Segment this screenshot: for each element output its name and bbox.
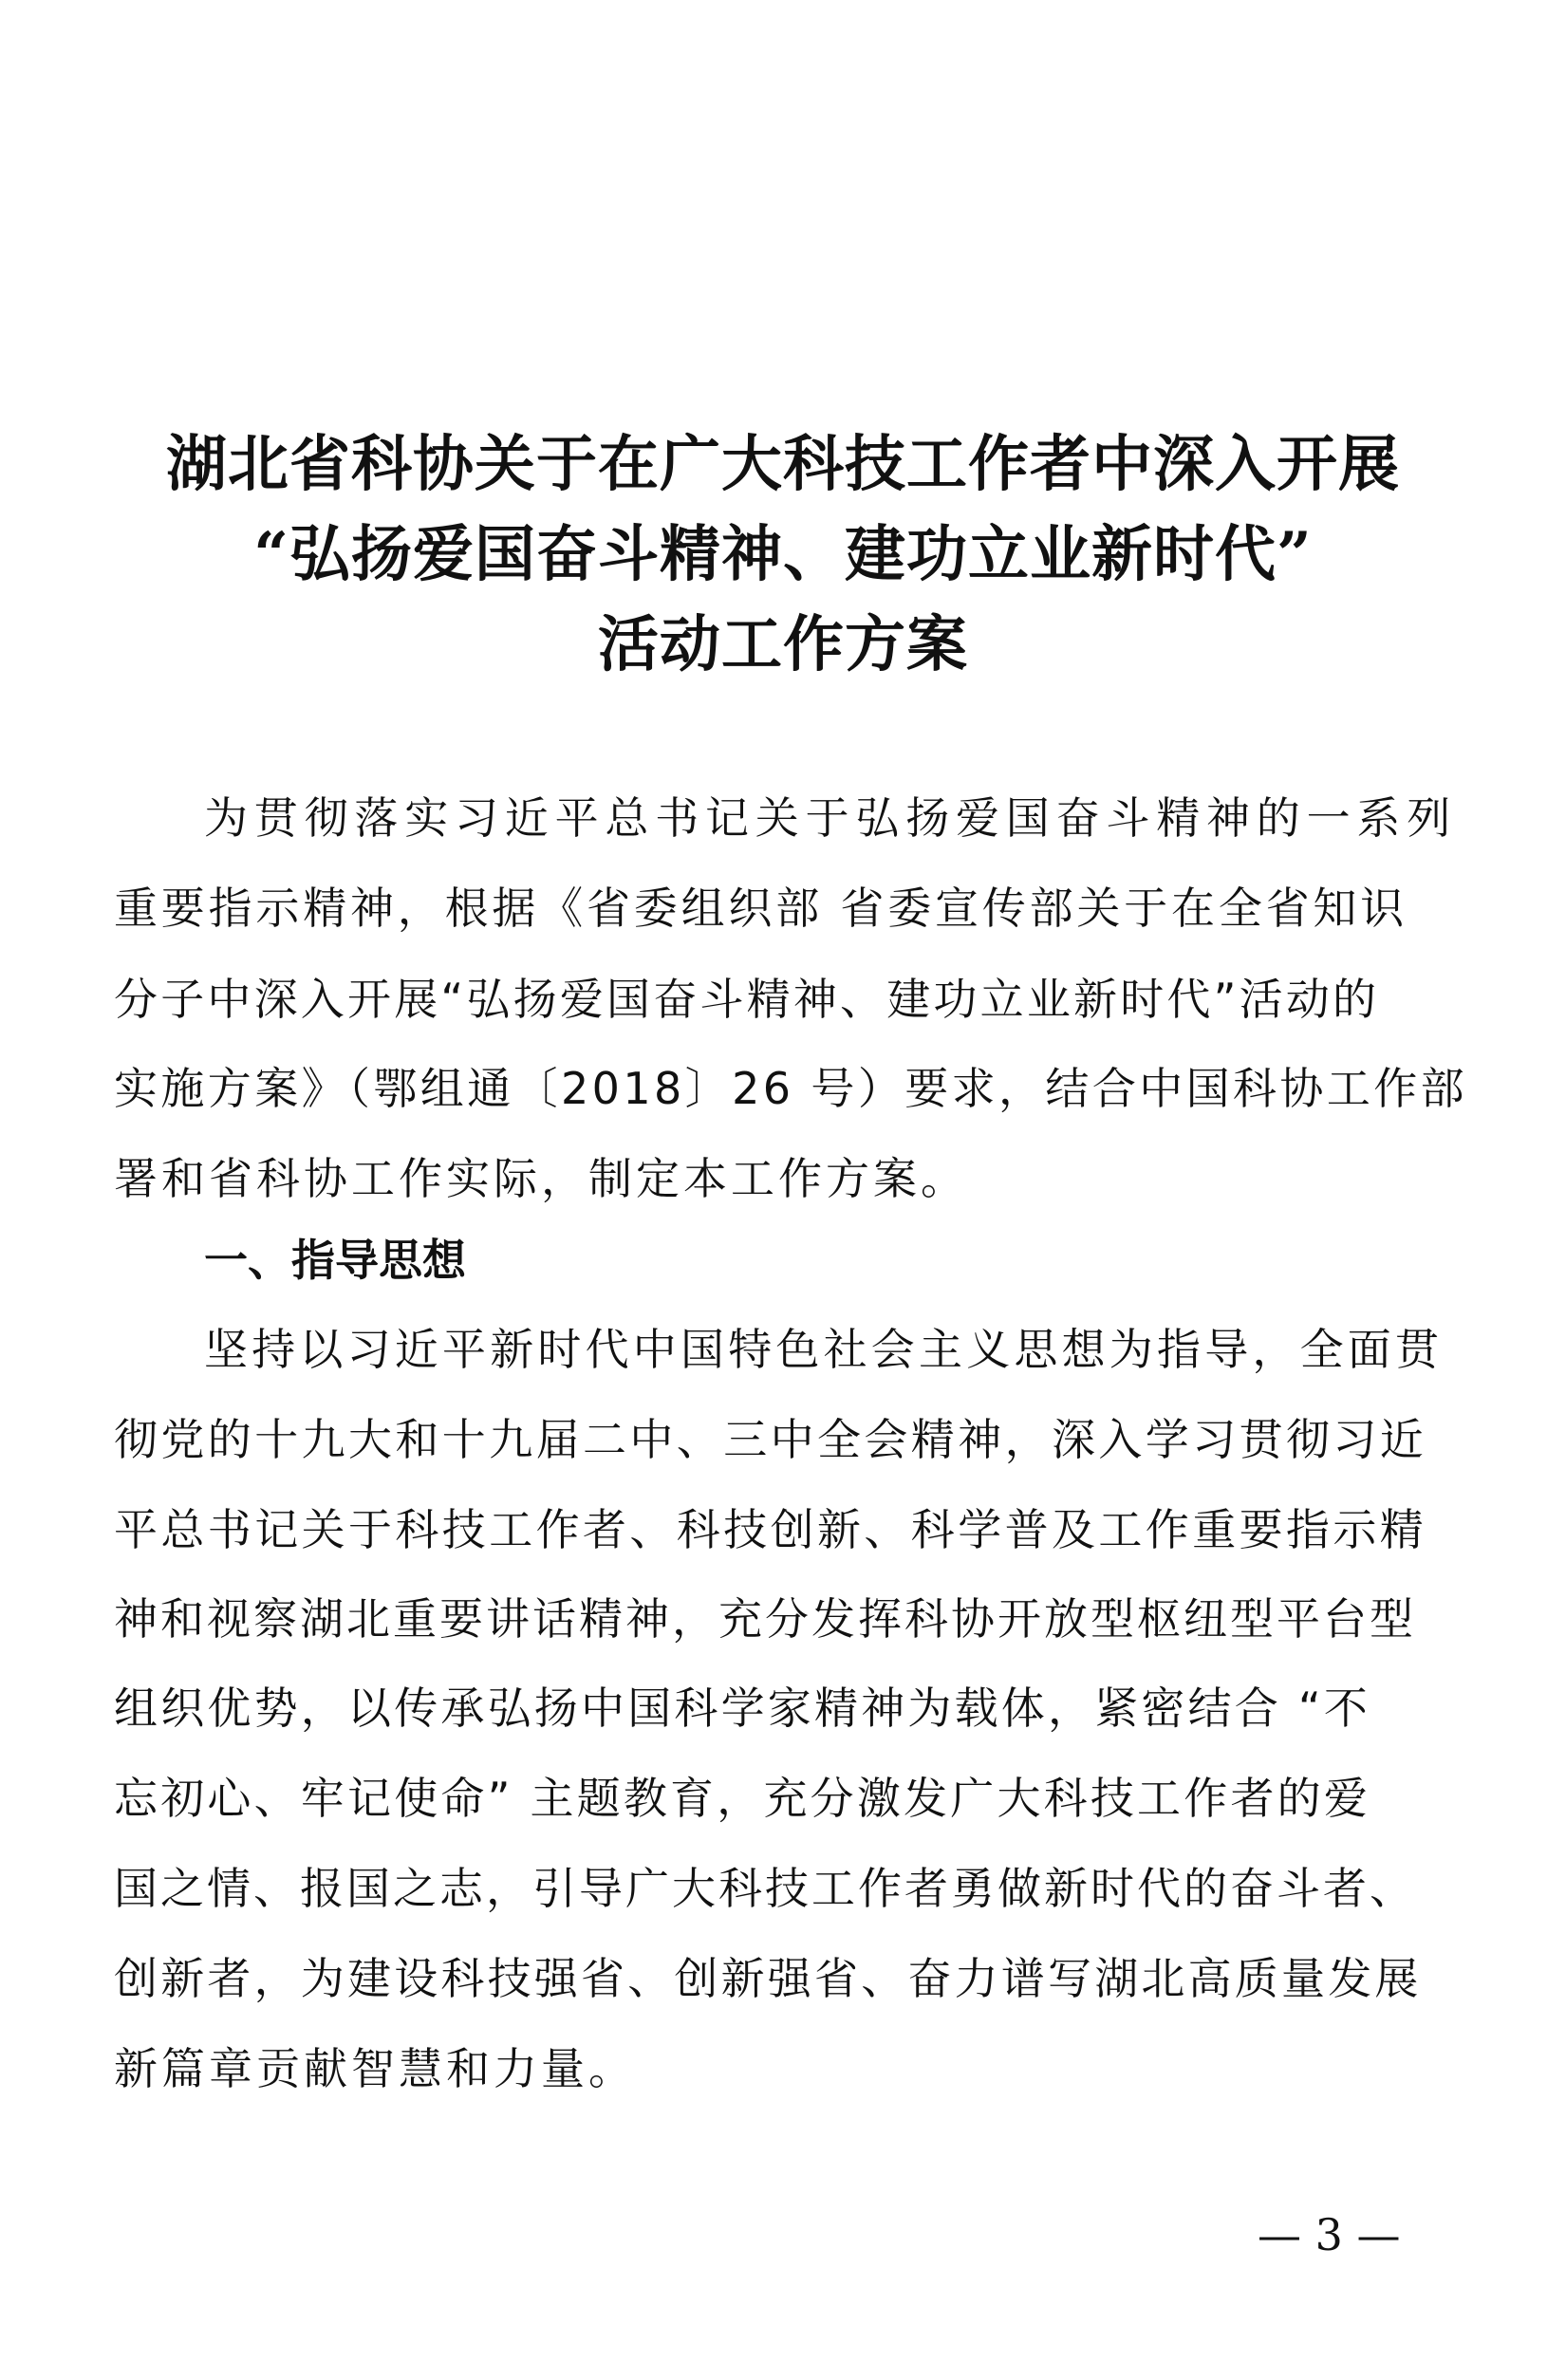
section-line-3: 平总书记关于科技工作者、科技创新、科学普及工作重要指示精 [114, 1504, 1427, 1555]
page-number: — 3 — [1258, 2209, 1401, 2260]
intro-line-3: 分子中深入开展“弘扬爱国奋斗精神、建功立业新时代”活动的 [114, 974, 1380, 1025]
title-line-1: 湖北省科协关于在广大科技工作者中深入开展 [166, 429, 1400, 500]
title-line-2: “弘扬爱国奋斗精神、建功立业新时代” [253, 519, 1313, 590]
intro-line-4: 实施方案》（鄂组通〔2018〕26 号）要求，结合中国科协工作部 [114, 1063, 1468, 1114]
intro-line-5: 署和省科协工作实际，制定本工作方案。 [114, 1153, 968, 1204]
section-heading: 一、指导思想 [204, 1235, 466, 1286]
section-line-9: 新篇章贡献智慧和力量。 [114, 2043, 636, 2094]
section-line-2: 彻党的十九大和十九届二中、三中全会精神，深入学习贯彻习近 [114, 1414, 1427, 1465]
section-line-8: 创新者，为建设科技强省、创新强省、奋力谱写湖北高质量发展 [114, 1953, 1422, 2004]
section-line-5: 组织优势，以传承弘扬中国科学家精神为载体，紧密结合 “不 [114, 1683, 1371, 1734]
section-line-7: 国之情、报国之志，引导广大科技工作者勇做新时代的奋斗者、 [114, 1863, 1416, 1914]
intro-line-2: 重要指示精神，根据《省委组织部 省委宣传部关于在全省知识 [114, 883, 1408, 934]
section-line-6: 忘初心、牢记使命” 主题教育，充分激发广大科技工作者的爱 [114, 1773, 1371, 1824]
intro-line-1: 为贯彻落实习近平总书记关于弘扬爱国奋斗精神的一系列 [204, 792, 1457, 844]
section-line-4: 神和视察湖北重要讲话精神，充分发挥科协开放型枢纽型平台型 [114, 1593, 1416, 1645]
section-line-1: 坚持以习近平新时代中国特色社会主义思想为指导，全面贯 [204, 1324, 1444, 1375]
title-line-3: 活动工作方案 [598, 609, 968, 680]
